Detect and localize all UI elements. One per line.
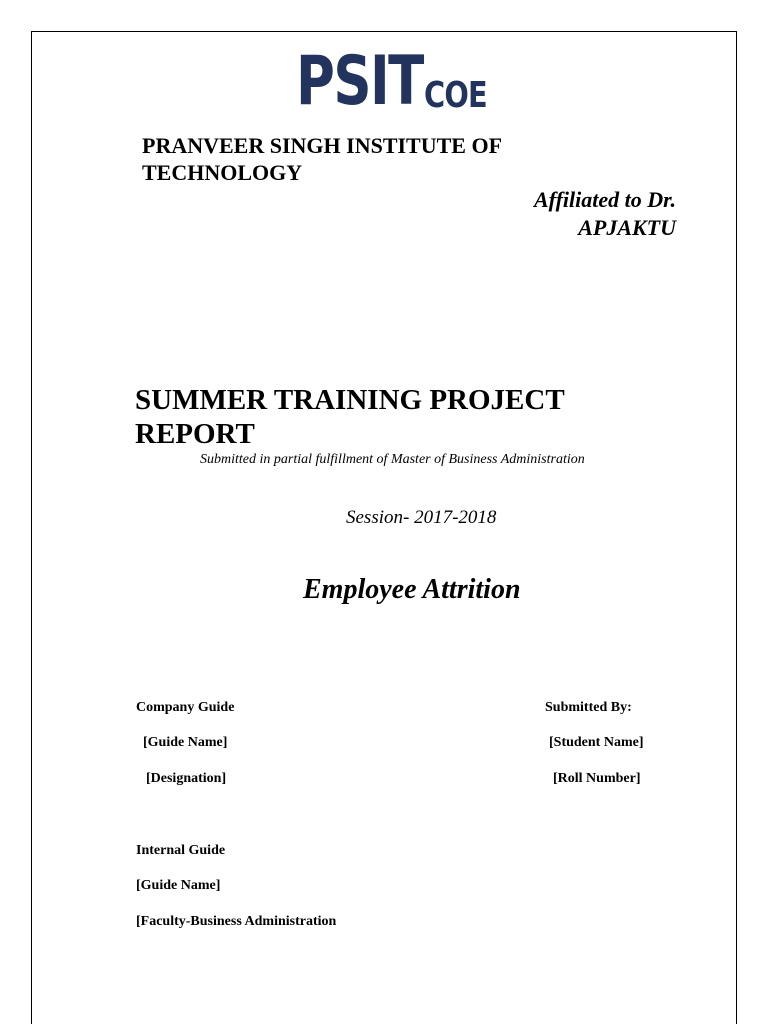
student-name: [Student Name]: [549, 735, 644, 750]
report-title: SUMMER TRAINING PROJECT REPORT: [135, 384, 565, 450]
institute-name: PRANVEER SINGH INSTITUTE OF TECHNOLOGY: [142, 133, 502, 185]
company-guide-designation: [Designation]: [146, 771, 227, 786]
internal-guide-name: [Guide Name]: [136, 878, 221, 893]
internal-guide-faculty: [Faculty-Business Administration: [136, 914, 337, 929]
institute-logo: [296, 42, 503, 121]
roll-number: [Roll Number]: [553, 771, 641, 786]
company-guide-heading: Company Guide: [136, 700, 235, 715]
logo-sub-text: COE: [424, 75, 487, 116]
report-subtitle: Submitted in partial fulfillment of Master of Business Administration: [200, 452, 585, 467]
submitted-by-heading: Submitted By:: [545, 700, 632, 715]
affiliation-text: Affiliated to Dr. APJAKTU: [534, 187, 676, 240]
project-title: Employee Attrition: [303, 574, 521, 605]
logo-main-text: PSIT: [296, 42, 423, 121]
company-guide-name: [Guide Name]: [143, 735, 228, 750]
session-text: Session- 2017-2018: [346, 507, 497, 528]
internal-guide-heading: Internal Guide: [136, 843, 226, 858]
